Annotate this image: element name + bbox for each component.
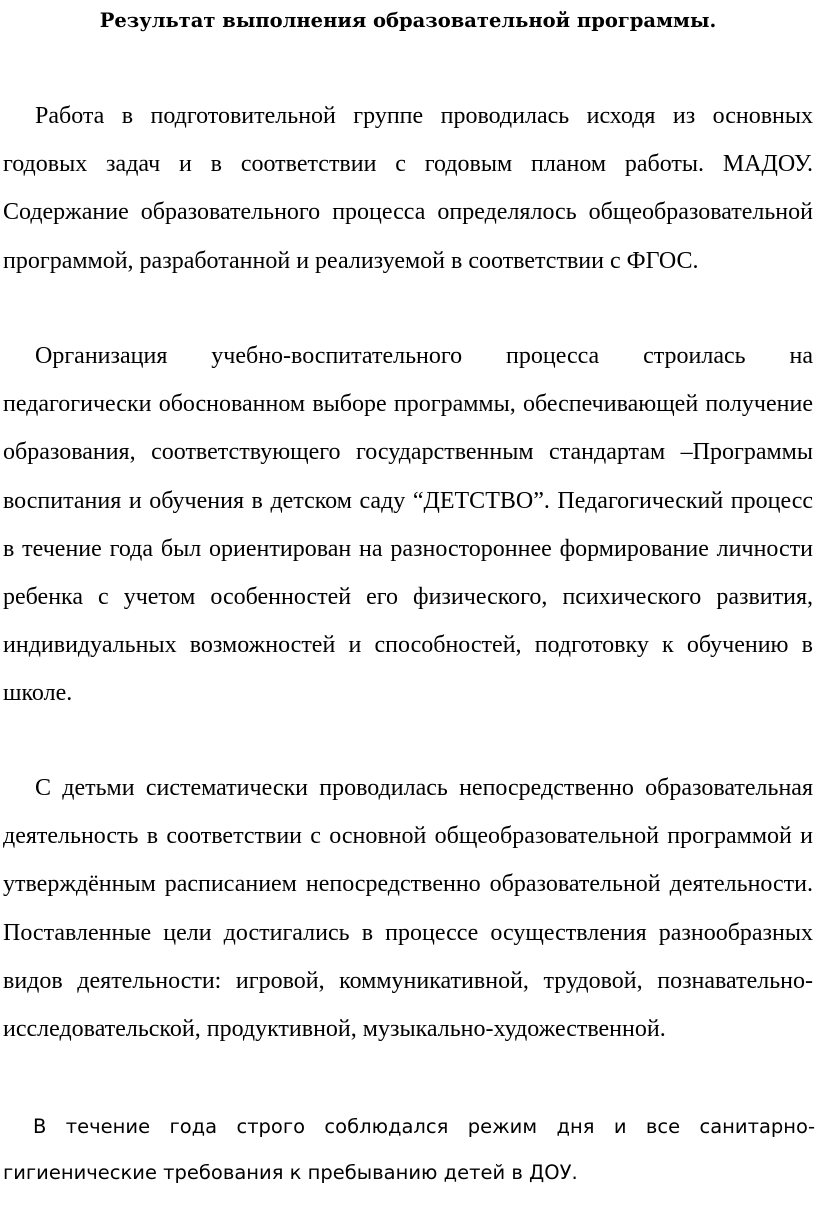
document-title: Результат выполнения образовательной программы. bbox=[99, 9, 717, 32]
paragraph-educational-process: Организация учебно-воспитательного процесса строилась на педагогически обоснованном выборе программы, обеспечивающей получение образования, соответствующего государственным стандартам –Программы воспитания и обучения в детском саду “ДЕТСТВО”. Педагогический процесс в течение года был ориентирован на разностороннее формирование личности ребенка с учетом особенностей его физического, психического развития, индивидуальных возможностей и способностей, подготовку к обучению в школе. bbox=[3, 343, 813, 707]
paragraph-daily-regime: В течение года строго соблюдался режим дня и все санитарно-гигиенические требования к пребыванию детей в ДОУ. bbox=[3, 1115, 815, 1184]
paragraph-activities: С детьми систематически проводилась непосредственно образовательная деятельность в соответствии с основной общеобразовательной программой и утверждённым расписанием непосредственно образовательной деятельности. Поставленные цели достигались в процессе осуществления разнообразных видов деятельности: игровой, коммуникативной, трудовой, познавательно-исследовательской, продуктивной, музыкально-художественной. bbox=[3, 775, 813, 1043]
paragraph-work-overview: Работа в подготовительной группе проводилась исходя из основных годовых задач и в соответствии с годовым планом работы. МАДОУ. Содержание образовательного процесса определялось общеобразовательной программой, разработанной и реализуемой в соответствии с ФГОС. bbox=[3, 103, 813, 274]
